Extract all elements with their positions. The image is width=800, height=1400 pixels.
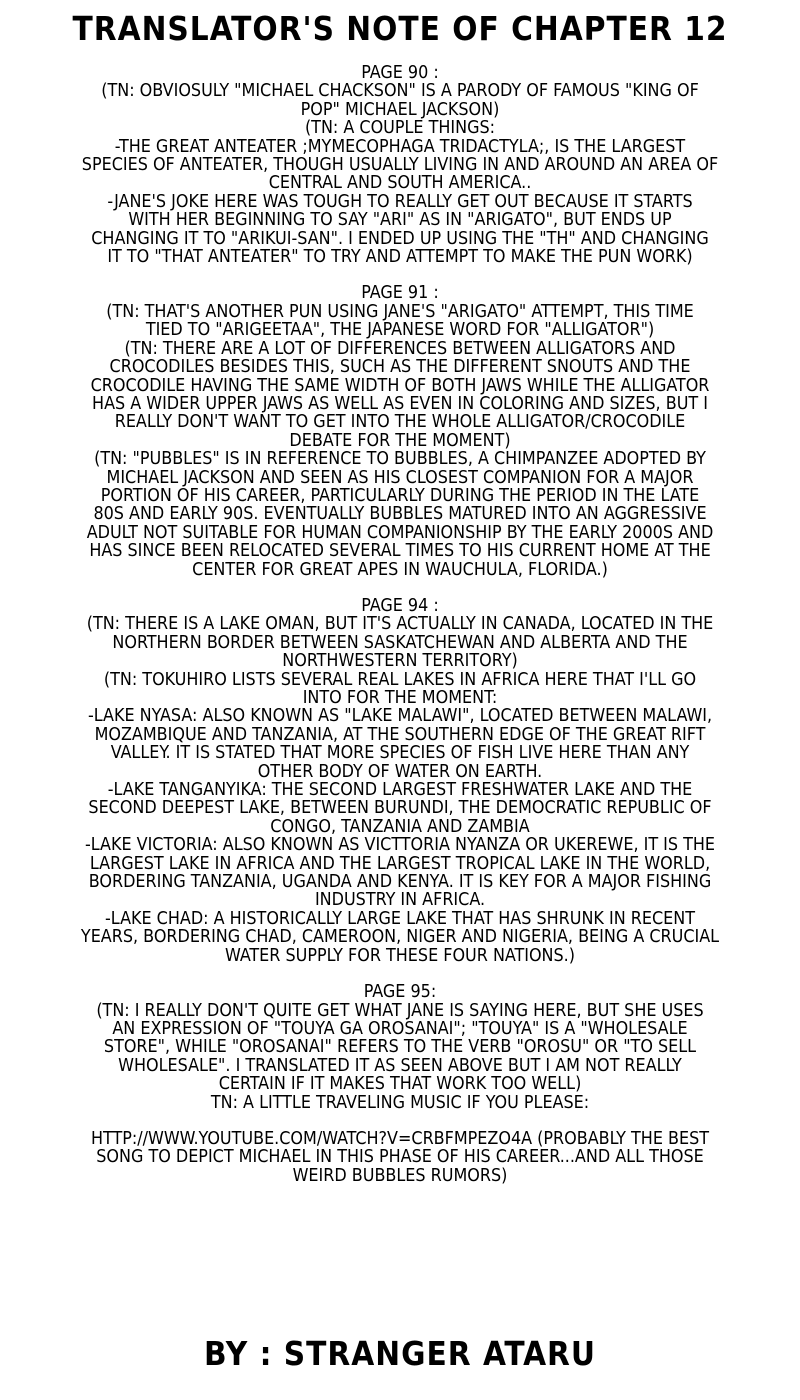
note-line: VALLEY. IT IS STATED THAT MORE SPECIES OF FISH LIVE HERE THAN ANY [110,744,690,763]
note-line: (TN: "PUBBLES" IS IN REFERENCE TO BUBBLES, A CHIMPANZEE ADOPTED BY [94,450,706,469]
note-line: REALLY DON'T WANT TO GET INTO THE WHOLE ALLIGATOR/CROCODILE [114,413,686,432]
note-line: HAS SINCE BEEN RELOCATED SEVERAL TIMES TO HIS CURRENT HOME AT THE [89,542,711,561]
note-line: CROCODILES BESIDES THIS, SUCH AS THE DIFFERENT SNOUTS AND THE [109,358,691,377]
note-line: STORE", WHILE "OROSANAI" REFERS TO THE VERB "OROSU" OR "TO SELL [103,1038,697,1057]
note-line: AN EXPRESSION OF "TOUYA GA OROSANAI"; "TOUYA" IS A "WHOLESALE [112,1019,688,1039]
note-line: SONG TO DEPICT MICHAEL IN THIS PHASE OF HIS CAREER...AND ALL THOSE [96,1148,704,1167]
note-line: SECOND DEEPEST LAKE, BETWEEN BURUNDI, THE DEMOCRATIC REPUBLIC OF [88,799,712,818]
note-section [8,983,792,1185]
note-line: INTO FOR THE MOMENT: [302,689,498,708]
note-line: -LAKE CHAD: A HISTORICALLY LARGE LAKE THAT HAS SHRUNK IN RECENT [104,909,695,929]
note-section [8,64,792,266]
note-line: (TN: THERE ARE A LOT OF DIFFERENCES BETWEEN ALLIGATORS AND [124,339,676,359]
note-line: WATER SUPPLY FOR THESE FOUR NATIONS.) [225,946,575,966]
note-line: MICHAEL JACKSON AND SEEN AS HIS CLOSEST COMPANION FOR A MAJOR [106,468,694,487]
note-line: NORTHWESTERN TERRITORY) [282,652,518,671]
note-line: TIED TO "ARIGEETAA", THE JAPANESE WORD FOR "ALLIGATOR") [145,321,655,340]
note-section [8,597,792,965]
note-line: (TN: I REALLY DON'T QUITE GET WHAT JANE IS SAYING HERE, BUT SHE USES [96,1001,704,1020]
note-line: WITH HER BEGINNING TO SAY "ARI" AS IN "ARIGATO", BUT ENDS UP [128,211,672,230]
note-line: NORTHERN BORDER BETWEEN SASKATCHEWAN AND ALBERTA AND THE [112,633,688,653]
note-line: OTHER BODY OF WATER ON EARTH. [257,762,543,782]
note-line: WHOLESALE". I TRANSLATED IT AS SEEN ABOVE BUT I AM NOT REALLY [118,1056,682,1076]
note-line: IT TO "THAT ANTEATER" TO TRY AND ATTEMPT TO MAKE THE PUN WORK) [107,248,693,267]
page-title: TRANSLATOR'S NOTE OF CHAPTER 12 [72,9,728,48]
note-line: CONGO, TANZANIA AND ZAMBIA [270,817,530,837]
note-line: ADULT NOT SUITABLE FOR HUMAN COMPANIONSHIP BY THE EARLY 2000S AND [86,523,714,543]
note-line: MOZAMBIQUE AND TANZANIA, AT THE SOUTHERN EDGE OF THE GREAT RIFT [94,725,706,745]
note-line: (TN: TOKUHIRO LISTS SEVERAL REAL LAKES IN AFRICA HERE THAT I'LL GO [103,670,697,689]
note-line: CROCODILE HAVING THE SAME WIDTH OF BOTH JAWS WHILE THE ALLIGATOR [90,376,710,395]
note-line: HTTP://WWW.YOUTUBE.COM/WATCH?V=CRBFMPEZO4A (PROBABLY THE BEST [90,1129,710,1149]
note-line: -LAKE NYASA: ALSO KNOWN AS "LAKE MALAWI", LOCATED BETWEEN MALAWI, [87,707,713,726]
byline: BY : STRANGER ATARU [203,1334,597,1373]
note-line: LARGEST LAKE IN AFRICA AND THE LARGEST TROPICAL LAKE IN THE WORLD, [89,854,711,874]
note-line: PORTION OF HIS CAREER, PARTICULARLY DURING THE PERIOD IN THE LATE [100,486,700,506]
note-line: CERTAIN IF IT MAKES THAT WORK TOO WELL) [218,1075,582,1094]
note-line: DEBATE FOR THE MOMENT) [289,431,511,451]
note-line: (TN: THERE IS A LAKE OMAN, BUT IT'S ACTUALLY IN CANADA, LOCATED IN THE [86,615,714,634]
note-line: YEARS, BORDERING CHAD, CAMEROON, NIGER AND NIGERIA, BEING A CRUCIAL [80,928,720,947]
note-line: HAS A WIDER UPPER JAWS AS WELL AS EVEN IN COLORING AND SIZES, BUT I [92,394,708,414]
page-heading: PAGE 91 : [361,284,439,303]
blank-line [8,1112,792,1130]
note-line: (TN: OBVIOSULY "MICHAEL CHACKSON" IS A PARODY OF FAMOUS "KING OF [101,82,699,101]
note-line: POP" MICHAEL JACKSON) [300,100,500,120]
note-line: CENTER FOR GREAT APES IN WAUCHULA, FLORIDA.) [192,560,608,579]
note-line: BORDERING TANZANIA, UGANDA AND KENYA. IT IS KEY FOR A MAJOR FISHING [88,873,712,892]
note-line: CHANGING IT TO "ARIKUI-SAN". I ENDED UP USING THE "TH" AND CHANGING [91,229,709,249]
note-section [8,284,792,579]
page-heading: PAGE 94 : [361,596,439,616]
page-heading: PAGE 90 : [361,64,439,83]
note-line: TN: A LITTLE TRAVELING MUSIC IF YOU PLEASE: [210,1093,590,1112]
note-line: WEIRD BUBBLES RUMORS) [292,1166,508,1186]
note-line: -LAKE TANGANYIKA: THE SECOND LARGEST FRESHWATER LAKE AND THE [107,781,693,800]
note-line: SPECIES OF ANTEATER, THOUGH USUALLY LIVING IN AND AROUND AN AREA OF [81,156,719,175]
note-line: -LAKE VICTORIA: ALSO KNOWN AS VICTTORIA NYANZA OR UKEREWE, IT IS THE [84,836,716,855]
note-line: 80S AND EARLY 90S. EVENTUALLY BUBBLES MATURED INTO AN AGGRESSIVE [93,505,707,524]
note-line: CENTRAL AND SOUTH AMERICA.. [268,174,532,193]
note-line: (TN: A COUPLE THINGS: [304,119,496,138]
note-line: (TN: THAT'S ANOTHER PUN USING JANE'S "ARIGATO" ATTEMPT, THIS TIME [106,302,694,322]
page-heading: PAGE 95: [363,983,437,1002]
note-line: INDUSTRY IN AFRICA. [314,891,486,910]
note-line: -JANE'S JOKE HERE WAS TOUGH TO REALLY GET OUT BECAUSE IT STARTS [107,192,693,212]
note-line: -THE GREAT ANTEATER ;MYMECOPHAGA TRIDACTYLA;, IS THE LARGEST [114,137,686,157]
notes-body [8,64,792,1185]
